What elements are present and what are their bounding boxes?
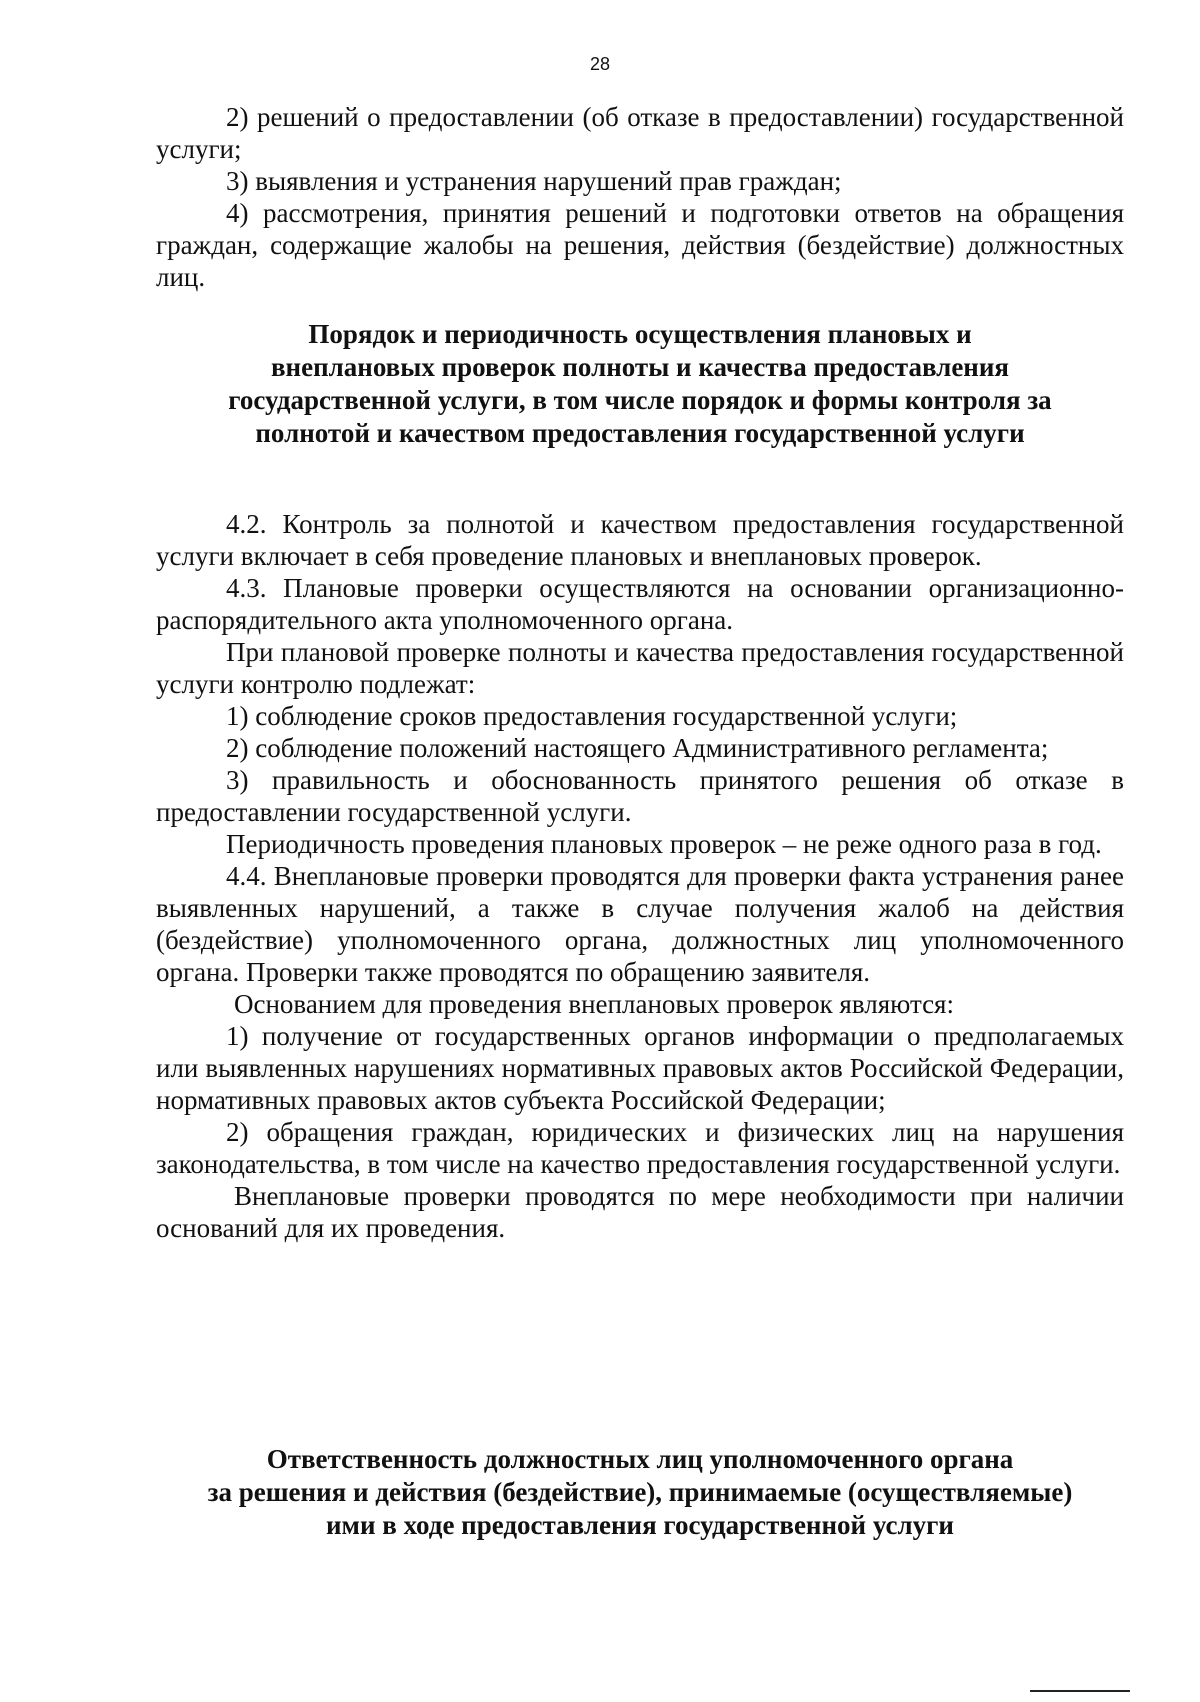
top-list <box>156 101 1124 293</box>
heading-line: внеплановых проверок полноты и качества предоставления <box>270 352 1010 382</box>
list-item: 2) соблюдение положений настоящего Административного регламента; <box>226 733 1049 763</box>
list-item: 3) выявления и устранения нарушений прав граждан; <box>226 166 842 196</box>
paragraph: При плановой проверке полноты и качества предоставления государственной услуги контролю подлежат: <box>156 637 1124 699</box>
heading-line: Ответственность должностных лиц уполномоченного органа <box>266 1444 1014 1474</box>
paragraph: Основанием для проведения внеплановых проверок являются: <box>234 989 954 1019</box>
paragraph: Периодичность проведения плановых проверок – не реже одного раза в год. <box>226 829 1102 859</box>
section-4-body <box>156 508 1124 1244</box>
list-item: 1) соблюдение сроков предоставления государственной услуги; <box>226 701 958 731</box>
heading-line: государственной услуги, в том числе порядок и формы контроля за <box>228 385 1052 415</box>
heading-line: полнотой и качеством предоставления государственной услуги <box>255 418 1025 448</box>
page-number: 28 <box>589 54 611 74</box>
paragraph: 4.3. Плановые проверки осуществляются на основании организационно-распорядительного акта уполномоченного органа. <box>156 573 1124 635</box>
section-heading-responsibility <box>156 1443 1124 1542</box>
paragraph: 4.2. Контроль за полнотой и качеством предоставления государственной услуги включает в себя проведение плановых и внеплановых проверок. <box>156 509 1124 571</box>
list-item: 2) обращения граждан, юридических и физических лиц на нарушения законодательства, в том числе на качество предоставления государственной услуги. <box>156 1117 1124 1179</box>
list-item: 2) решений о предоставлении (об отказе в предоставлении) государственной услуги; <box>156 102 1124 164</box>
heading-line: ими в ходе предоставления государственной услуги <box>326 1510 954 1540</box>
paragraph: Внеплановые проверки проводятся по мере необходимости при наличии оснований для их проведения. <box>156 1181 1124 1243</box>
section-heading-inspections <box>156 318 1124 450</box>
heading-line: за решения и действия (бездействие), принимаемые (осуществляемые) <box>207 1477 1073 1507</box>
heading-line: Порядок и периодичность осуществления плановых и <box>308 319 972 349</box>
footer-rule <box>1030 1690 1130 1692</box>
paragraph: 4.4. Внеплановые проверки проводятся для проверки факта устранения ранее выявленных нарушений, а также в случае получения жалоб на действия (бездействие) уполномоченного органа, должностных лиц уполномоченного органа. Проверки также проводятся по обращению заявителя. <box>156 861 1124 987</box>
list-item: 1) получение от государственных органов информации о предполагаемых или выявленных нарушениях нормативных правовых актов Российской Федерации, нормативных правовых актов субъекта Российской Федерации; <box>156 1021 1124 1115</box>
list-item: 3) правильность и обоснованность принятого решения об отказе в предоставлении государственной услуги. <box>156 765 1124 827</box>
list-item: 4) рассмотрения, принятия решений и подготовки ответов на обращения граждан, содержащие жалобы на решения, действия (бездействие) должностных лиц. <box>156 198 1124 292</box>
